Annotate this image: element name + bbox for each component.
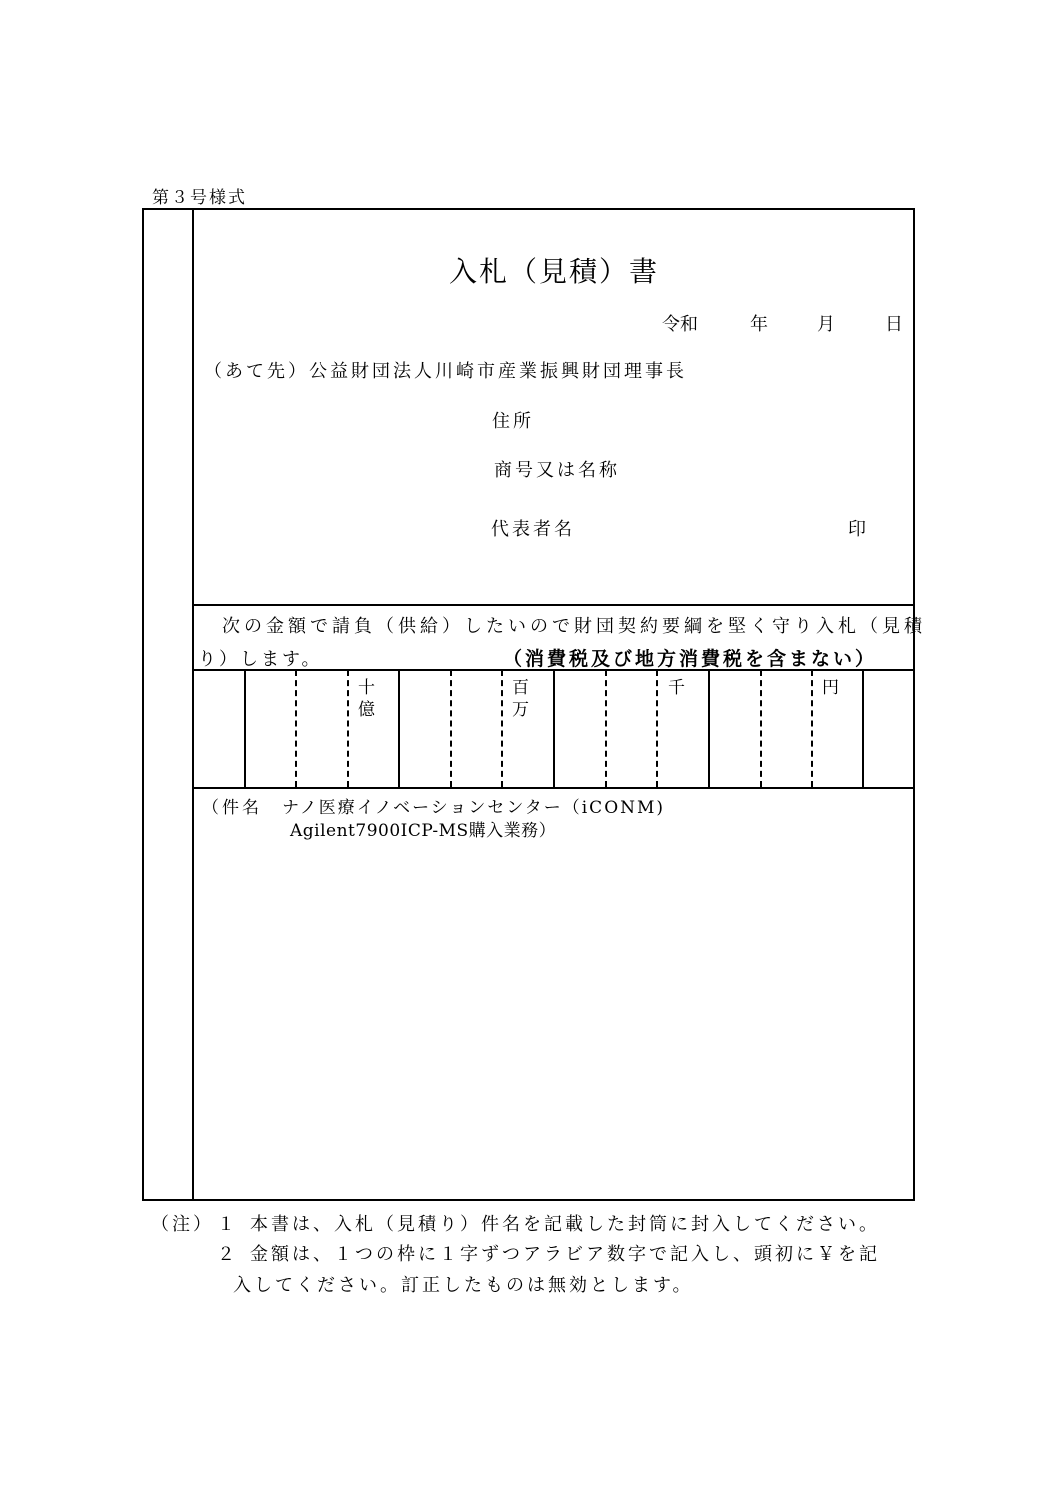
- unit-yen: 円: [822, 678, 839, 698]
- subject-line2: Agilent7900ICP-MS購入業務）: [290, 821, 557, 841]
- section-divider-top: [192, 604, 915, 606]
- unit-million-2: 万: [512, 700, 529, 720]
- statement-line2: り）します。: [198, 649, 323, 670]
- unit-thousand: 千: [668, 678, 685, 698]
- date-day-field[interactable]: 日: [885, 314, 903, 335]
- left-margin-divider: [192, 208, 194, 1201]
- tax-note: （消費税及び地方消費税を含まない）: [503, 648, 878, 670]
- unit-million-1: 百: [512, 678, 529, 698]
- seal-mark: 印: [848, 519, 869, 540]
- amount-grid-bottom: [192, 787, 915, 789]
- amount-cell-divider: [347, 670, 349, 787]
- date-month-field[interactable]: 月: [817, 314, 835, 335]
- unit-ten-oku-1: 十: [358, 678, 375, 698]
- amount-cell-divider: [708, 670, 710, 787]
- note-2-line2: 入してください。訂正したものは無効とします。: [233, 1275, 694, 1296]
- amount-cell-divider: [398, 670, 400, 787]
- date-era: 令和: [662, 314, 698, 335]
- address-field[interactable]: 住所: [492, 411, 534, 432]
- unit-ten-oku-2: 億: [358, 700, 375, 720]
- amount-cell-divider: [605, 670, 607, 787]
- representative-field[interactable]: 代表者名: [491, 519, 575, 540]
- date-year-field[interactable]: 年: [750, 314, 768, 335]
- amount-cell-divider: [862, 670, 864, 787]
- document-title: 入札（見積）書: [448, 255, 659, 288]
- amount-cell-divider: [450, 670, 452, 787]
- subject-line1: ナノ医療イノベーションセンター（iCONM): [282, 798, 666, 818]
- company-name-field[interactable]: 商号又は名称: [494, 460, 620, 481]
- amount-cell-divider: [295, 670, 297, 787]
- note-1-number: １: [217, 1214, 238, 1235]
- form-number-label: 第３号様式: [152, 188, 247, 208]
- notes-prefix: （注）: [151, 1214, 214, 1235]
- amount-cell-divider: [811, 670, 813, 787]
- note-2-number: ２: [217, 1244, 238, 1265]
- note-1-text: 本書は、入札（見積り）件名を記載した封筒に封入してください。: [250, 1214, 880, 1235]
- amount-cell-divider: [760, 670, 762, 787]
- note-2-line1: 金額は、１つの枠に１字ずつアラビア数字で記入し、頭初に￥を記: [250, 1244, 880, 1265]
- amount-cell-divider: [244, 670, 246, 787]
- amount-cell-divider: [553, 670, 555, 787]
- addressee: （あて先）公益財団法人川崎市産業振興財団理事長: [204, 361, 687, 382]
- statement-line1: 次の金額で請負（供給）したいので財団契約要綱を堅く守り入札（見積: [222, 616, 926, 637]
- amount-cell-divider: [656, 670, 658, 787]
- amount-cell-divider: [501, 670, 503, 787]
- subject-label: （件名: [202, 798, 262, 818]
